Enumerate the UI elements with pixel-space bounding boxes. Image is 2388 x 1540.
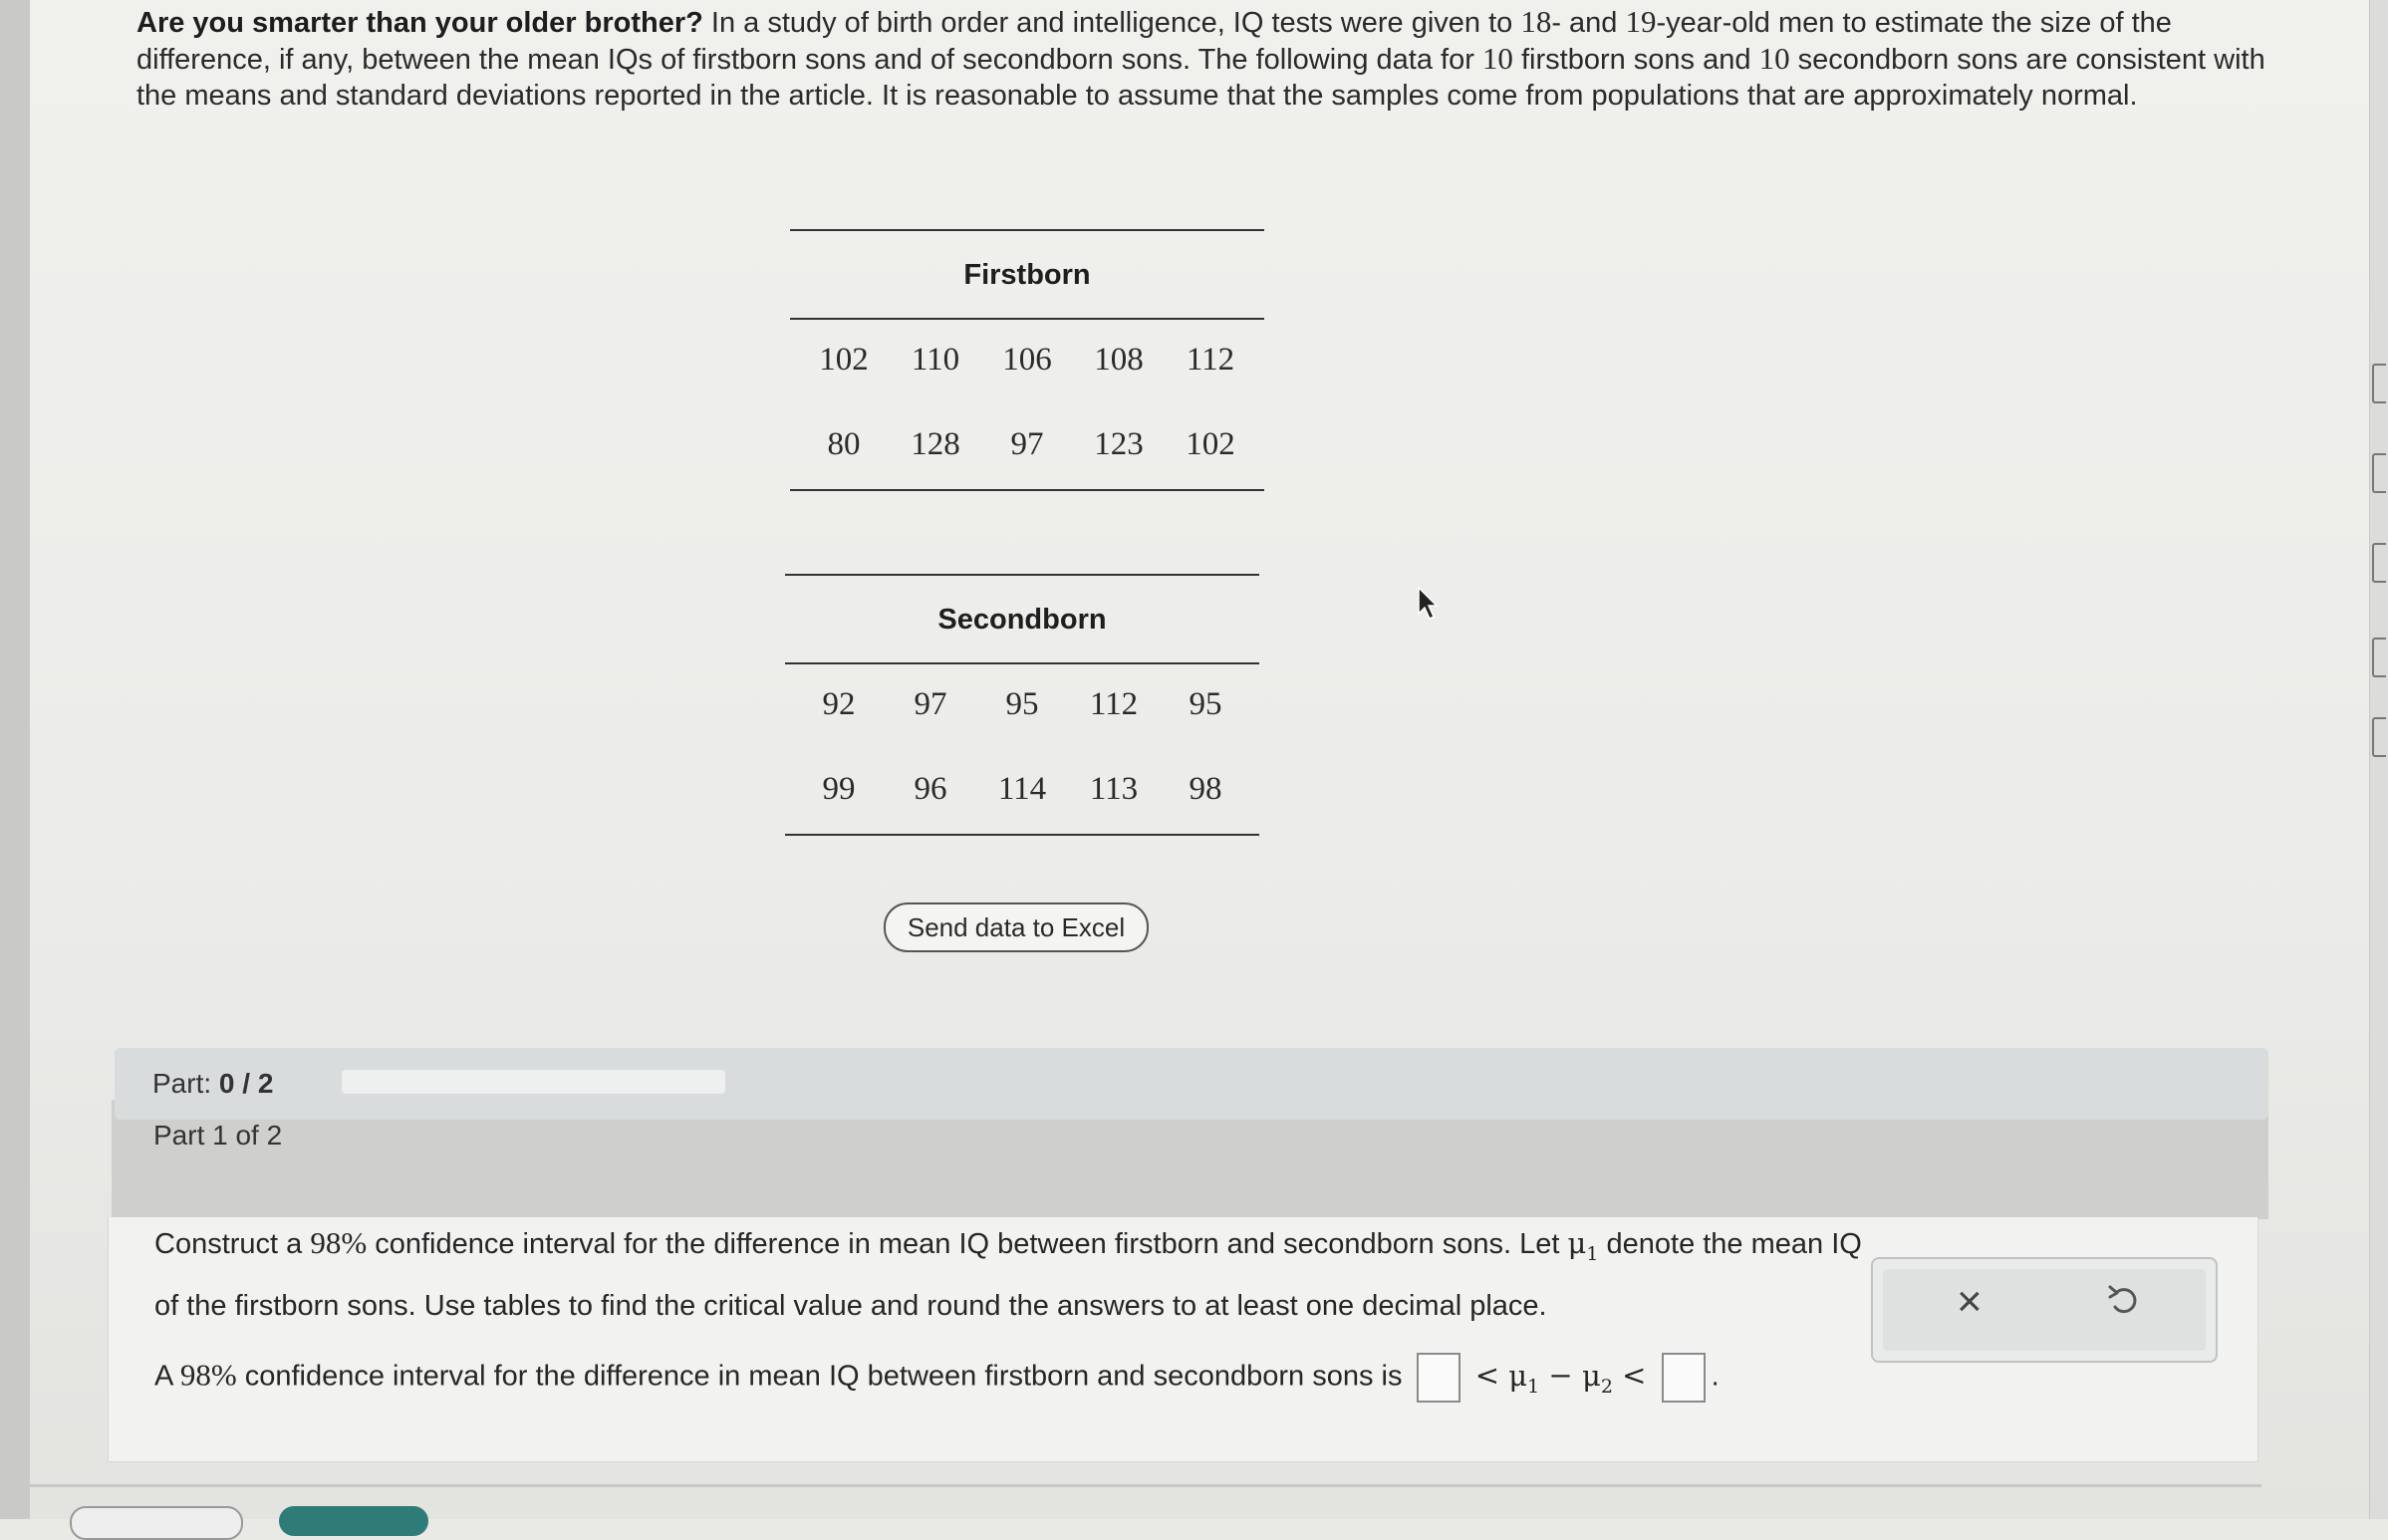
progress-track	[342, 1070, 725, 1094]
mu-subscript: 1	[1586, 1242, 1599, 1265]
less-than-sign: <	[1465, 1358, 1509, 1393]
answer-text: A	[154, 1360, 180, 1393]
clear-icon[interactable]: ×	[1957, 1277, 1983, 1326]
table-cell: 80	[827, 426, 861, 462]
question-text	[154, 1217, 1868, 1332]
screen-right-edge	[2369, 0, 2388, 1519]
bottom-button-1[interactable]	[70, 1506, 243, 1540]
table-rule	[785, 834, 1259, 836]
firstborn-table	[790, 229, 1264, 491]
period: .	[1711, 1360, 1720, 1393]
mu-glyph: μ	[1581, 1358, 1601, 1393]
mu-subscript: 1	[1527, 1375, 1540, 1398]
problem-text: - and	[1551, 7, 1626, 39]
age-18: 18	[1520, 4, 1552, 39]
problem-text: secondborn sons are consistent with the means and standard deviations reported in the article. It is reasonable to assume that the samples come from populations that are approximately normal.	[136, 44, 2265, 112]
less-than-sign: <	[1612, 1358, 1656, 1393]
screen-left-edge	[0, 0, 30, 1519]
table-cell: 102	[819, 342, 869, 378]
bottom-divider	[30, 1484, 2261, 1487]
table-cell: 110	[911, 342, 960, 378]
table-cell: 97	[914, 686, 947, 722]
lower-bound-input[interactable]	[1417, 1353, 1460, 1403]
age-19: 19	[1625, 4, 1657, 39]
table-cell: 95	[1189, 686, 1222, 722]
part-progress-bar	[115, 1048, 2268, 1120]
problem-title: Are you smarter than your older brother?	[136, 7, 703, 39]
table-cell: 92	[822, 686, 856, 722]
question-text-part: Construct a	[154, 1228, 311, 1260]
answer-tools-inner	[1883, 1269, 2206, 1351]
mu-glyph: μ	[1567, 1226, 1587, 1260]
table-cell: 98	[1189, 771, 1222, 807]
confidence-level: 98%	[310, 1225, 368, 1260]
table-cell: 128	[911, 426, 960, 462]
part-progress-label	[152, 1068, 273, 1100]
problem-text: firstborn sons and	[1512, 44, 1759, 76]
table-cell: 97	[1010, 426, 1044, 462]
table-row	[790, 404, 1264, 489]
upper-bound-input[interactable]	[1662, 1353, 1706, 1403]
side-tab-3[interactable]	[2372, 543, 2386, 583]
table-cell: 123	[1094, 426, 1144, 462]
mu1-symbol	[1508, 1358, 1540, 1398]
mouse-cursor-icon	[1417, 586, 1441, 622]
table-cell: 99	[822, 771, 856, 807]
table-row	[790, 320, 1264, 404]
mu-subscript: 2	[1600, 1375, 1613, 1398]
table-cell: 112	[1186, 342, 1235, 378]
answer-tools	[1871, 1257, 2218, 1363]
table-row	[785, 749, 1259, 834]
part-1-title: Part 1 of 2	[153, 1120, 283, 1151]
table-cell: 113	[1089, 771, 1139, 807]
mu2-symbol	[1581, 1358, 1613, 1398]
question-text-part: confidence interval for the difference in mean IQ between firstborn and secondborn sons. Let	[367, 1228, 1568, 1260]
problem-text: -year-old men to estimate the size of the difference, if any, between the mean IQs of firstborn sons and of secondborn sons. The following data for	[136, 7, 2172, 76]
sample-size-2: 10	[1758, 41, 1790, 76]
table-cell: 114	[997, 771, 1047, 807]
question-text-part: denote the mean IQ of the firstborn sons. Use tables to find the critical value and round the answers to at least one decimal place.	[154, 1228, 1862, 1322]
mu-glyph: μ	[1508, 1358, 1528, 1393]
table-cell: 112	[1089, 686, 1139, 722]
part-label: Part:	[152, 1068, 212, 1099]
undo-icon[interactable]	[2104, 1279, 2144, 1319]
side-tab-2[interactable]	[2372, 453, 2386, 493]
secondborn-header: Secondborn	[937, 604, 1107, 636]
minus-sign: −	[1539, 1358, 1582, 1393]
firstborn-header: Firstborn	[963, 259, 1091, 291]
table-row	[785, 664, 1259, 749]
secondborn-table	[785, 574, 1259, 836]
sample-size-1: 10	[1481, 41, 1513, 76]
table-cell: 95	[1005, 686, 1039, 722]
side-tab-5[interactable]	[2372, 717, 2386, 757]
part-progress-value: 0 / 2	[218, 1068, 274, 1099]
table-cell: 108	[1094, 342, 1144, 378]
table-cell: 106	[1002, 342, 1052, 378]
answer-confidence-level: 98%	[179, 1357, 237, 1393]
mu1-symbol	[1567, 1226, 1599, 1265]
table-rule	[790, 489, 1264, 491]
bottom-button-2[interactable]	[279, 1506, 428, 1536]
side-tab-4[interactable]	[2372, 638, 2386, 677]
problem-text: In a study of birth order and intelligence, IQ tests were given to	[702, 7, 1521, 39]
table-cell: 102	[1186, 426, 1235, 462]
answer-line	[154, 1353, 1720, 1403]
problem-statement	[136, 4, 2298, 114]
answer-text: confidence interval for the difference in mean IQ between firstborn and secondborn sons is	[236, 1360, 1411, 1393]
table-cell: 96	[914, 771, 947, 807]
side-tab-1[interactable]	[2372, 364, 2386, 403]
send-to-excel-button[interactable]: Send data to Excel	[884, 902, 1149, 952]
